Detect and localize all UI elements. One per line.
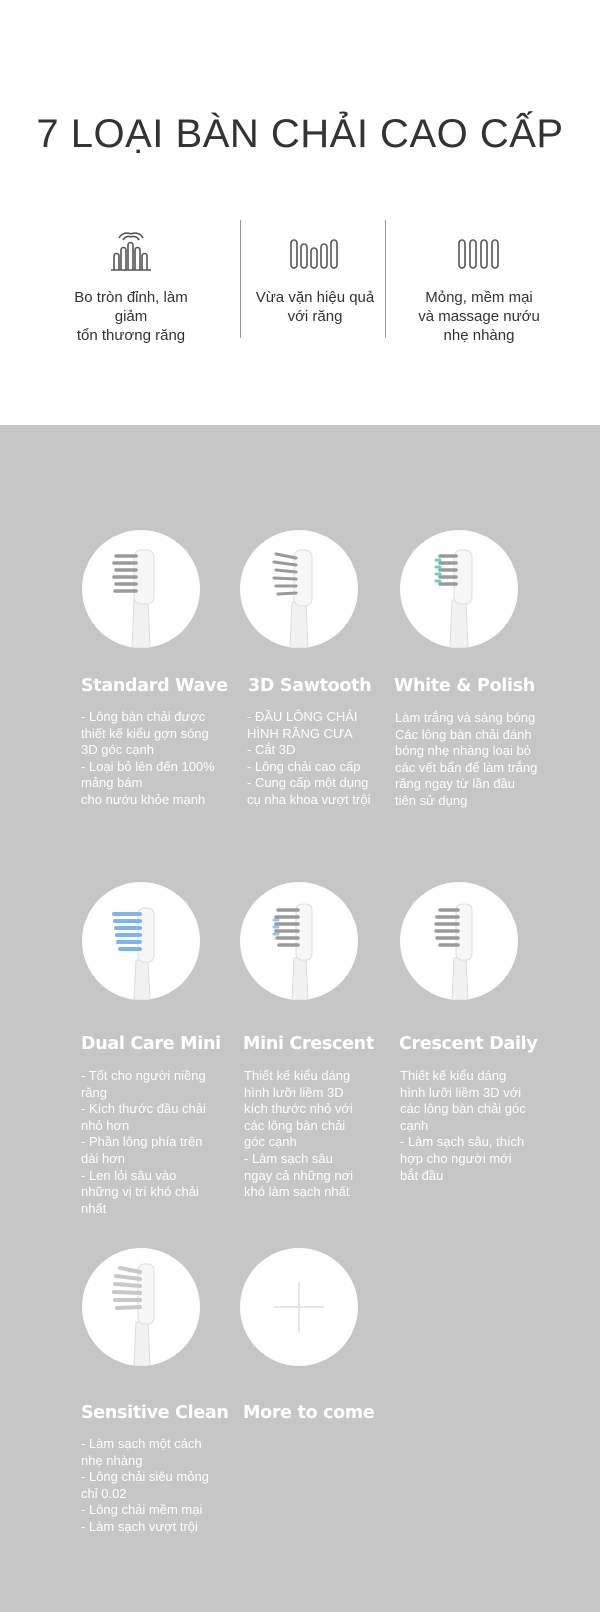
feature-rounded-tips xyxy=(56,226,206,345)
plus-icon xyxy=(240,1248,358,1366)
brush-desc: Thiết kế kiểu dáng hình lưỡi liềm 3D với các lông bàn chải góc cạnh - Làm sạch sâu, thích hợp cho người mới bắt đầu xyxy=(400,1068,526,1183)
brush-name: Sensitive Clean xyxy=(81,1403,229,1423)
3d-sawtooth-image xyxy=(240,530,358,648)
header-section xyxy=(0,0,600,425)
brush-head-icon xyxy=(82,882,200,1000)
crescent-daily-image xyxy=(400,882,518,1000)
brush-desc: - ĐẦU LÔNG CHẢI HÌNH RĂNG CƯA - Cắt 3D - Lông chải cao cấp - Cung cấp một dụng cụ nha khoa vượt trội xyxy=(247,709,371,807)
brush-head-icon xyxy=(82,1248,200,1366)
brush-desc: Thiết kế kiểu dáng hình lưỡi liềm 3D kích thước nhỏ với các lông bàn chải góc cạnh - Làm sạch sâu ngay cả những nơi khó làm sạch nhất xyxy=(244,1068,354,1200)
brush-desc: - Làm sạch một cách nhẹ nhàng - Lông chải siêu mỏng chỉ 0.02 - Lông chải mềm mại - Làm sạch vượt trội xyxy=(81,1436,209,1534)
rounded-bristle-icon xyxy=(106,226,156,274)
more-to-come-image xyxy=(240,1248,358,1366)
brush-desc: - Lông bàn chải được thiết kế kiểu gợn sóng 3D góc cạnh - Loại bỏ lên đến 100% mảng bám cho nướu khỏe mạnh xyxy=(81,709,215,807)
sensitive-clean-image xyxy=(82,1248,200,1366)
brush-head-icon xyxy=(400,882,518,1000)
brush-name: Crescent Daily xyxy=(399,1034,538,1054)
brush-name: Mini Crescent xyxy=(243,1034,374,1054)
brush-desc: Làm trắng và sáng bóng Các lông bàn chải đánh bóng nhẹ nhàng loại bỏ các vết bẩn để làm trắng răng ngay từ lần đầu tiên sử dụng xyxy=(395,710,538,808)
brush-head-icon xyxy=(400,530,518,648)
feature-text: Vừa vặn hiệu quả với răng xyxy=(255,289,375,325)
dual-care-mini-image xyxy=(82,882,200,1000)
brush-name: Dual Care Mini xyxy=(81,1034,221,1054)
brush-name: Standard Wave xyxy=(81,676,228,696)
brush-desc: - Tốt cho người niềng răng - Kích thước đầu chải nhỏ hơn - Phần lông phía trên dài hơn - Len lỏi sâu vào những vị trí khó chải nhất xyxy=(81,1068,206,1216)
brush-name: 3D Sawtooth xyxy=(248,676,372,696)
page-title: 7 LOẠI BÀN CHẢI CAO CẤP xyxy=(36,112,564,156)
brush-head-icon xyxy=(82,530,200,648)
brush-name: White & Polish xyxy=(394,676,535,696)
white-polish-image xyxy=(400,530,518,648)
feature-soft xyxy=(404,226,554,345)
brush-name: More to come xyxy=(243,1403,375,1423)
brush-head-icon xyxy=(240,882,358,1000)
feature-text: Mỏng, mềm mại và massage nướu nhẹ nhàng xyxy=(418,289,540,344)
divider xyxy=(385,220,386,338)
brush-head-icon xyxy=(240,530,358,648)
mini-crescent-image xyxy=(240,882,358,1000)
soft-bristle-icon xyxy=(456,226,502,274)
fitted-bristle-icon xyxy=(287,226,343,274)
standard-wave-image xyxy=(82,530,200,648)
feature-fit xyxy=(240,226,390,326)
feature-text: Bo tròn đỉnh, làm giảm tổn thương răng xyxy=(74,289,188,344)
